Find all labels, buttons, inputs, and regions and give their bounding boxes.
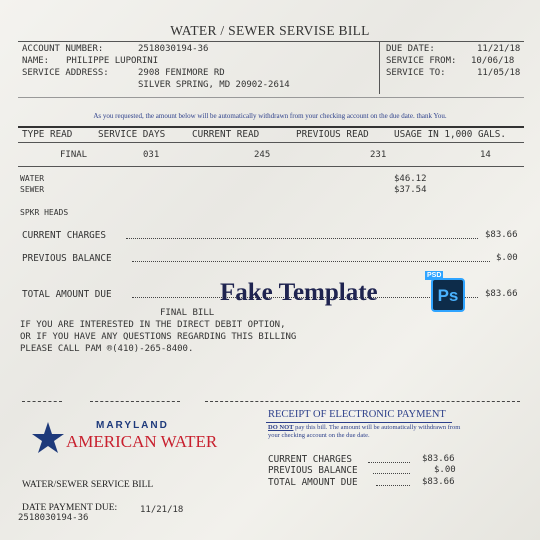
psd-badge: PSD [427,272,442,279]
spkr-heads: SPKR HEADS [20,208,69,217]
current-charges-leader [126,238,478,239]
stub-current-charges-label: CURRENT CHARGES [268,454,352,465]
service-to: 11/05/18 [477,68,521,78]
logo-american-water: AMERICAN WATER [66,432,218,451]
col-previous-read: PREVIOUS READ [296,129,369,140]
name-label: NAME: [22,56,50,66]
receipt-title: RECEIPT OF ELECTRONIC PAYMENT [268,409,446,420]
table-bottom-rule [18,166,524,167]
reading-type: FINAL [60,150,88,160]
stub-previous-leader [373,473,410,474]
reading-current: 245 [254,150,271,160]
address-line-2: SILVER SPRING, MD 20902-2614 [138,80,290,90]
autopay-notice: As you requested, the amount below will be automatically withdrawn from your checking account on the due date. thank You. [93,112,447,120]
stub-total-due-label: TOTAL AMOUNT DUE [268,477,358,488]
star-logo-icon [30,420,66,456]
total-due-amount: $83.66 [485,289,518,299]
bill-title: WATER / SEWER SERVISE BILL [170,23,370,38]
info-line-2: OR IF YOU HAVE ANY QUESTIONS REGARDING THIS BILLING [20,332,297,342]
total-due-label: TOTAL AMOUNT DUE [22,289,112,300]
stub-account: 2518030194-36 [18,513,89,523]
col-service-days: SERVICE DAYS [98,129,166,140]
stub-current-leader [368,462,410,463]
reading-usage: 14 [480,150,491,160]
current-charges-amount: $83.66 [485,230,518,240]
service-from-label: SERVICE FROM: [386,56,457,66]
info-line-1: IF YOU ARE INTERESTED IN THE DIRECT DEBIT OPTION, [20,320,286,330]
stub-previous-balance-label: PREVIOUS BALANCE [268,465,358,476]
address-line-1: 2908 FENIMORE RD [138,68,225,78]
charge-sewer-label: SEWER [20,185,45,194]
receipt-note-2: your checking account on the due date. [268,432,370,439]
perforation-1 [22,401,62,402]
logo-maryland: MARYLAND [96,420,169,431]
receipt-title-rule [266,422,452,423]
previous-balance-leader [132,261,490,262]
receipt-do-not: DO NOT [268,424,294,431]
reading-previous: 231 [370,150,387,160]
previous-balance-amount: $.00 [496,253,518,263]
account-rule [18,97,524,98]
due-date: 11/21/18 [477,44,521,54]
date-payment-label: DATE PAYMENT DUE: [22,503,118,513]
service-to-label: SERVICE TO: [386,68,446,78]
table-top-rule [18,126,524,128]
previous-balance-label: PREVIOUS BALANCE [22,253,112,264]
stub-total-due: $83.66 [422,477,455,487]
photoshop-icon [431,278,465,312]
final-bill: FINAL BILL [160,308,215,318]
table-header-rule [18,142,524,143]
charge-water-amount: $46.12 [394,174,427,184]
stub-previous-balance: $.00 [434,465,456,475]
service-from: 10/06/18 [471,56,515,66]
account-number: 2518030194-36 [138,44,209,54]
address-label: SERVICE ADDRESS: [22,68,109,78]
current-charges-label: CURRENT CHARGES [22,230,106,241]
dates-divider [379,42,380,94]
col-current-read: CURRENT READ [192,129,260,140]
stub-total-leader [376,485,410,486]
title-rule [18,41,524,42]
account-label: ACCOUNT NUMBER: [22,44,104,54]
info-line-3: PLEASE CALL PAM ®(410)-265-8400. [20,344,194,354]
stub-current-charges: $83.66 [422,454,455,464]
charge-sewer-amount: $37.54 [394,185,427,195]
ps-text: Ps [437,286,459,305]
col-type-read: TYPE READ [22,129,73,140]
reading-days: 031 [143,150,160,160]
receipt-note-text: pay this bill. The amount will be automatically withdrawn from [293,424,461,431]
customer-name: PHILIPPE LUPORINI [66,56,159,66]
fake-template-watermark: Fake Template [220,279,378,306]
charge-water-label: WATER [20,174,45,183]
col-usage: USAGE IN 1,000 GALS. [394,129,506,140]
due-date-label: DUE DATE: [386,44,435,54]
stub-service-bill: WATER/SEWER SERVICE BILL [22,480,154,490]
date-payment: 11/21/18 [140,505,184,515]
perforation-3 [205,401,520,402]
receipt-note-1 [268,424,460,431]
perforation-2 [90,401,180,402]
